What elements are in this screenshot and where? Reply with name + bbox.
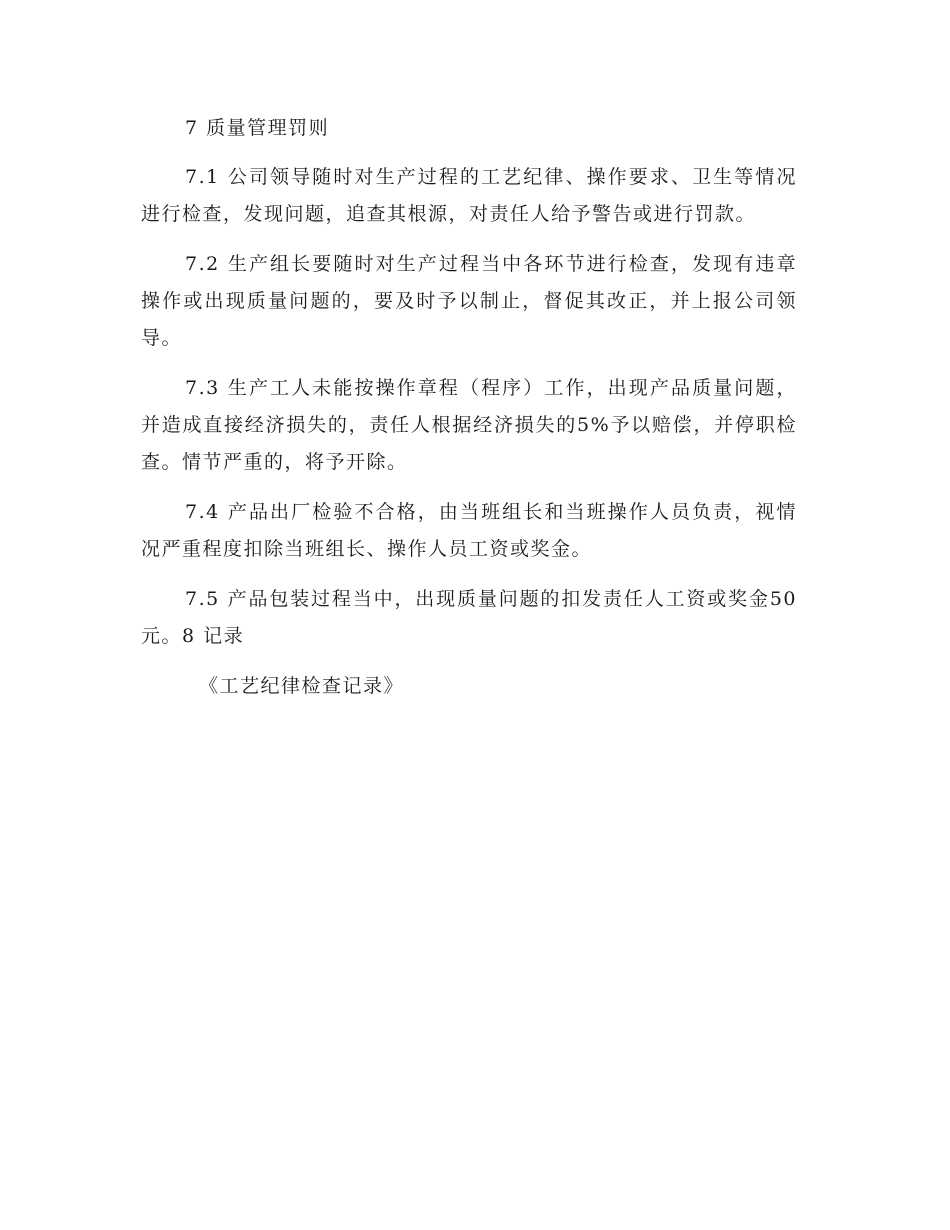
record-reference: 《工艺纪律检查记录》 bbox=[199, 675, 405, 697]
clause-text: 产品包装过程当中，出现质量问题的扣发责任人工资或奖金50元。8 记录 bbox=[141, 588, 797, 647]
clause-7-1 bbox=[141, 159, 797, 233]
section-heading: 7 质量管理罚则 bbox=[185, 117, 330, 139]
clause-7-2 bbox=[141, 246, 797, 357]
clause-number: 7.2 bbox=[185, 253, 220, 275]
clause-number: 7.3 bbox=[185, 377, 220, 399]
clause-text: 产品出厂检验不合格，由当班组长和当班操作人员负责，视情况严重程度扣除当班组长、操作人员工资或奖金。 bbox=[141, 501, 797, 560]
clause-7-3 bbox=[141, 370, 797, 481]
clause-text: 生产组长要随时对生产过程当中各环节进行检查，发现有违章操作或出现质量问题的，要及时予以制止，督促其改正，并上报公司领导。 bbox=[141, 253, 797, 349]
clause-7-5 bbox=[141, 581, 797, 655]
clause-7-4 bbox=[141, 494, 797, 568]
clause-text: 生产工人未能按操作章程（程序）工作，出现产品质量问题，并造成直接经济损失的，责任人根据经济损失的5%予以赔偿，并停职检查。情节严重的，将予开除。 bbox=[141, 377, 797, 473]
clause-number: 7.4 bbox=[185, 501, 220, 523]
clause-number: 7.5 bbox=[185, 588, 220, 610]
document-body bbox=[141, 110, 797, 705]
clause-number: 7.1 bbox=[185, 166, 220, 188]
clause-text: 公司领导随时对生产过程的工艺纪律、操作要求、卫生等情况进行检查，发现问题，追查其根源，对责任人给予警告或进行罚款。 bbox=[141, 166, 797, 225]
